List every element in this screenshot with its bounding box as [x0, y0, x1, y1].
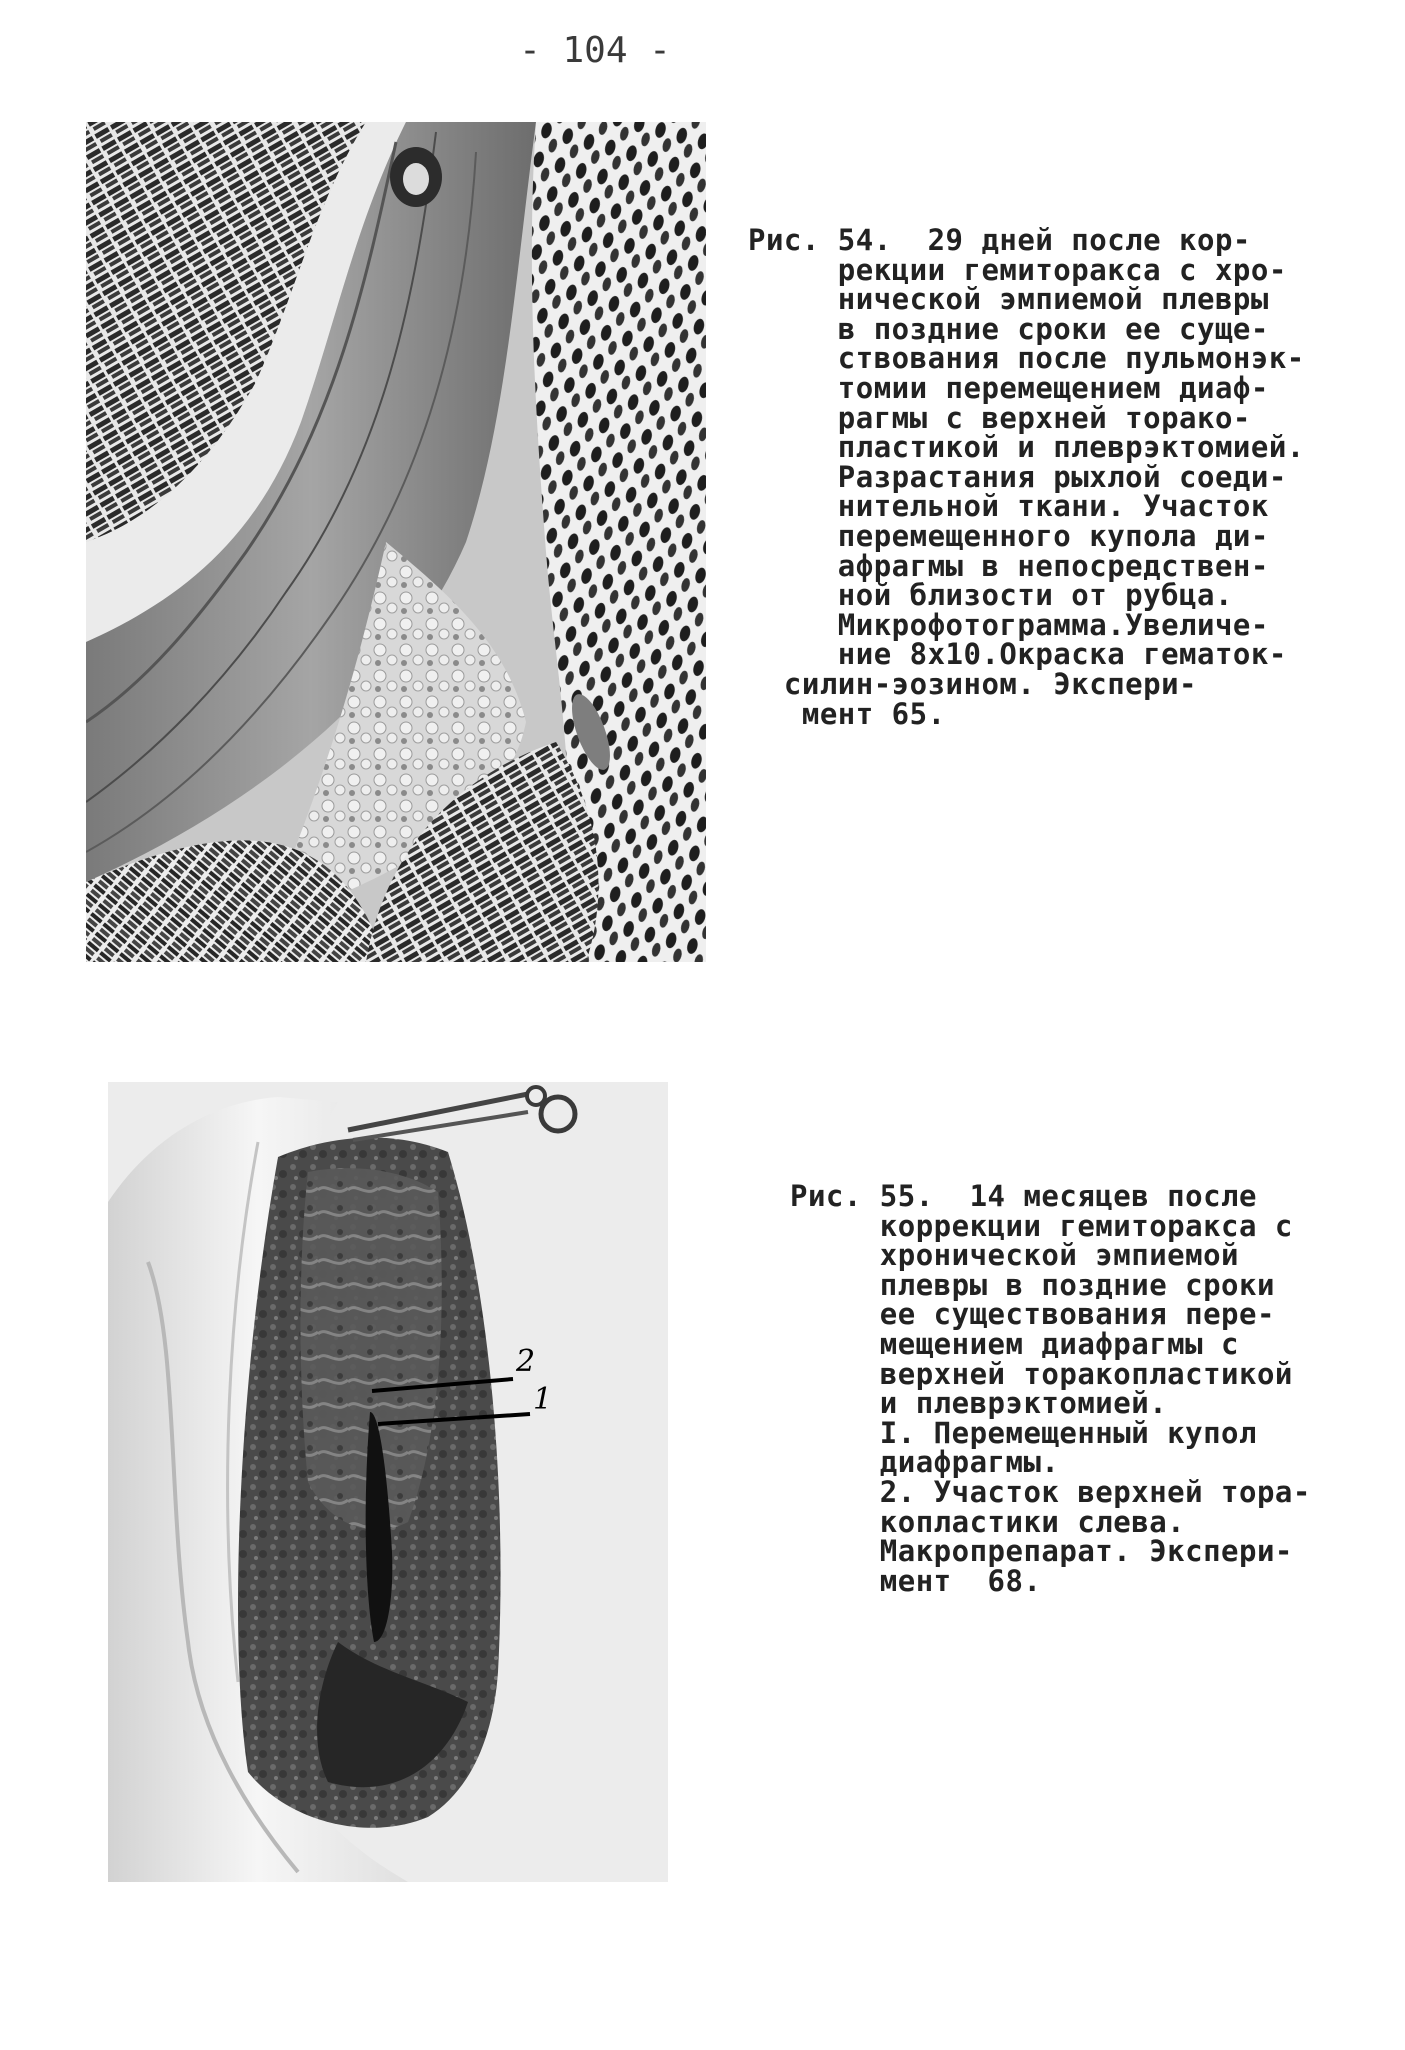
caption-line: перемещенного купола ди- — [748, 518, 1269, 553]
caption-line: томии перемещением диаф- — [748, 370, 1269, 405]
label-1: 1 — [533, 1382, 553, 1417]
caption-line: рекции гемиторакса с хро- — [748, 252, 1287, 287]
caption-line: ние 8х10.Окраска гематок- — [748, 637, 1287, 672]
caption-line: в поздние сроки ее суще- — [748, 311, 1269, 346]
caption-line: верхней торакопластикой — [790, 1356, 1293, 1391]
caption-line: рагмы с верхней торако- — [748, 400, 1251, 435]
micrograph-image — [86, 122, 706, 962]
caption-line: копластики слева. — [790, 1504, 1186, 1539]
caption-line: ее существования пере- — [790, 1297, 1275, 1332]
caption-line: ной близости от рубца. — [748, 578, 1233, 613]
label-2: 2 — [516, 1344, 536, 1379]
caption-line: и плеврэктомией. — [790, 1386, 1168, 1421]
caption-line: 2. Участок верхней тора- — [790, 1474, 1311, 1509]
caption-line: силин-эозином. Экспери- — [748, 666, 1197, 701]
caption-line: коррекции гемиторакса с — [790, 1208, 1293, 1243]
caption-line: Макропрепарат. Экспери- — [790, 1534, 1293, 1569]
caption-line: Разрастания рыхлой соеди- — [748, 459, 1287, 494]
caption-line: мещением диафрагмы с — [790, 1326, 1239, 1361]
caption-line: Рис. 54. 29 дней после кор- — [748, 223, 1251, 257]
caption-line: Рис. 55. 14 месяцев после — [790, 1179, 1257, 1213]
caption-line: афрагмы в непосредствен- — [748, 548, 1269, 583]
caption-line: мент 68. — [790, 1563, 1042, 1598]
caption-line: плевры в поздние сроки — [790, 1267, 1275, 1302]
figure-54-caption — [748, 223, 1308, 731]
caption-line: хронической эмпиемой — [790, 1238, 1239, 1273]
caption-line: нительной ткани. Участок — [748, 489, 1269, 524]
page-number: - 104 - — [519, 30, 671, 71]
caption-line: пластикой и плеврэктомией. — [748, 430, 1305, 465]
figure-55-caption — [790, 1179, 1330, 1598]
specimen-photo — [108, 1082, 668, 1882]
caption-line: ствования после пульмонэк- — [748, 341, 1305, 376]
caption-line: Микрофотограмма.Увеличе- — [748, 607, 1269, 642]
caption-line: нической эмпиемой плевры — [748, 282, 1269, 317]
caption-line: мент 65. — [748, 696, 946, 731]
caption-line: диафрагмы. — [790, 1445, 1060, 1480]
caption-line: I. Перемещенный купол — [790, 1415, 1257, 1450]
